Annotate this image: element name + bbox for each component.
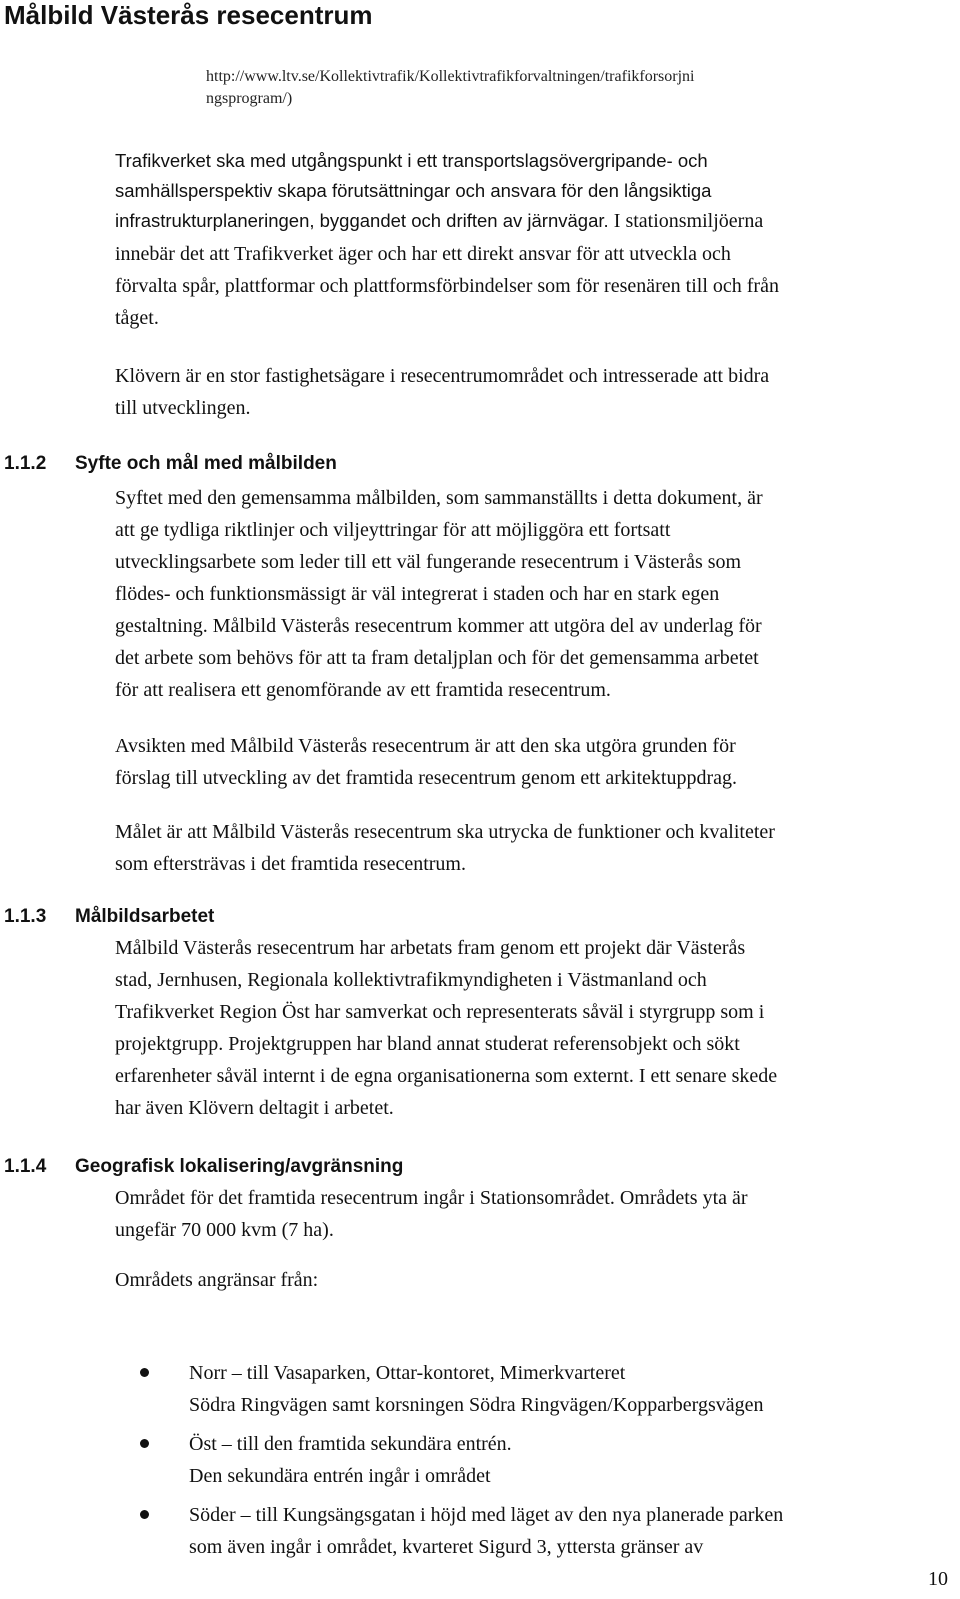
list-item-line: Den sekundära entrén ingår i området bbox=[189, 1465, 491, 1487]
paragraph-line: Avsikten med Målbild Västerås resecentrum är att den ska utgöra grunden för bbox=[115, 735, 736, 757]
list-item bbox=[140, 1428, 783, 1492]
section-number: 1.1.3 bbox=[4, 906, 47, 927]
section-title: Målbildsarbetet bbox=[75, 906, 215, 927]
paragraph-line: som eftersträvas i det framtida resecentrum. bbox=[115, 853, 466, 875]
bullet-icon bbox=[140, 1368, 149, 1377]
section-heading-1-1-3 bbox=[4, 905, 214, 929]
boundary-list bbox=[140, 1357, 783, 1570]
section-paragraph bbox=[115, 730, 737, 794]
paragraph-line: Klövern är en stor fastighetsägare i resecentrumområdet och intresserade att bidra bbox=[115, 365, 770, 387]
intro-continuation: I stationsmiljöerna bbox=[613, 210, 764, 232]
stations-paragraph bbox=[115, 238, 779, 334]
page-number: 10 bbox=[928, 1568, 948, 1590]
paragraph-line: Området för det framtida resecentrum ingår i Stationsområdet. Områdets yta är bbox=[115, 1187, 748, 1209]
document-title: Målbild Västerås resecentrum bbox=[4, 0, 373, 30]
paragraph-line: Områdets angränsar från: bbox=[115, 1269, 319, 1291]
paragraph-line: Trafikverket Region Öst har samverkat och representerats såväl i styrgrupp som i bbox=[115, 1001, 765, 1023]
bullet-icon bbox=[140, 1439, 149, 1448]
section-title: Syfte och mål med målbilden bbox=[75, 453, 337, 474]
list-item-line: Söder – till Kungsängsgatan i höjd med läget av den nya planerade parken bbox=[189, 1504, 784, 1526]
section-paragraph bbox=[115, 816, 775, 880]
list-item-line: som även ingår i området, kvarteret Sigurd 3, yttersta gränser av bbox=[189, 1536, 704, 1558]
paragraph-line: tåget. bbox=[115, 307, 159, 329]
section-heading-1-1-4 bbox=[4, 1155, 403, 1179]
paragraph-line: Syftet med den gemensamma målbilden, som sammanställts i detta dokument, är bbox=[115, 487, 763, 509]
section-paragraph bbox=[115, 482, 763, 706]
bullet-icon bbox=[140, 1510, 149, 1519]
section-paragraph bbox=[115, 932, 777, 1124]
paragraph-line: för att realisera ett genomförande av ett framtida resecentrum. bbox=[115, 679, 611, 701]
list-item bbox=[140, 1499, 783, 1563]
paragraph-line: flödes- och funktionsmässigt är väl integrerat i staden och har en stark egen bbox=[115, 583, 720, 605]
list-item-line: Öst – till den framtida sekundära entrén. bbox=[189, 1433, 512, 1455]
intro-line: Trafikverket ska med utgångspunkt i ett transportslagsövergripande- och bbox=[115, 150, 708, 171]
paragraph-line: projektgrupp. Projektgruppen har bland annat studerat referensobjekt och sökt bbox=[115, 1033, 740, 1055]
paragraph-line: ungefär 70 000 kvm (7 ha). bbox=[115, 1219, 334, 1241]
url-line: ngsprogram/) bbox=[206, 90, 293, 107]
paragraph-line: Målbild Västerås resecentrum har arbetats fram genom ett projekt där Västerås bbox=[115, 937, 746, 959]
paragraph-line: Målet är att Målbild Västerås resecentrum ska utrycka de funktioner och kvaliteter bbox=[115, 821, 775, 843]
paragraph-line: stad, Jernhusen, Regionala kollektivtrafikmyndigheten i Västmanland och bbox=[115, 969, 707, 991]
intro-line-text: infrastrukturplaneringen, byggandet och driften av järnvägar. bbox=[115, 210, 609, 231]
paragraph-line: innebär det att Trafikverket äger och har ett direkt ansvar för att utveckla och bbox=[115, 243, 731, 265]
list-item-line: Norr – till Vasaparken, Ottar-kontoret, Mimerkvarteret bbox=[189, 1362, 626, 1384]
paragraph-line: det arbete som behövs för att ta fram detaljplan och för det gemensamma arbetet bbox=[115, 647, 759, 669]
intro-line bbox=[115, 206, 763, 236]
intro-line: samhällsperspektiv skapa förutsättningar och ansvara för den långsiktiga bbox=[115, 180, 712, 201]
paragraph-line: gestaltning. Målbild Västerås resecentrum kommer att utgöra del av underlag för bbox=[115, 615, 762, 637]
section-paragraph bbox=[115, 1264, 318, 1296]
section-heading-1-1-2 bbox=[4, 452, 337, 476]
paragraph-line: förslag till utveckling av det framtida resecentrum genom ett arkitektuppdrag. bbox=[115, 767, 738, 789]
paragraph-line: har även Klövern deltagit i arbetet. bbox=[115, 1097, 394, 1119]
section-paragraph bbox=[115, 1182, 748, 1246]
paragraph-line: utvecklingsarbete som leder till ett väl fungerande resecentrum i Västerås som bbox=[115, 551, 742, 573]
klovern-paragraph bbox=[115, 360, 769, 424]
paragraph-line: att ge tydliga riktlinjer och viljeyttringar för att möjliggöra ett fortsatt bbox=[115, 519, 671, 541]
paragraph-line: till utvecklingen. bbox=[115, 397, 251, 419]
list-item bbox=[140, 1357, 783, 1421]
section-title: Geografisk lokalisering/avgränsning bbox=[75, 1156, 404, 1177]
url-line: http://www.ltv.se/Kollektivtrafik/Kollektivtrafikforvaltningen/trafikforsorjni bbox=[206, 68, 695, 85]
section-number: 1.1.4 bbox=[4, 1156, 47, 1177]
section-number: 1.1.2 bbox=[4, 453, 47, 474]
list-item-line: Södra Ringvägen samt korsningen Södra Ringvägen/Kopparbergsvägen bbox=[189, 1394, 764, 1416]
intro-paragraph bbox=[115, 146, 763, 236]
paragraph-line: förvalta spår, plattformar och plattformsförbindelser som för resenären till och från bbox=[115, 275, 779, 297]
paragraph-line: erfarenheter såväl internt i de egna organisationerna som externt. I ett senare skede bbox=[115, 1065, 778, 1087]
source-url bbox=[206, 66, 694, 110]
